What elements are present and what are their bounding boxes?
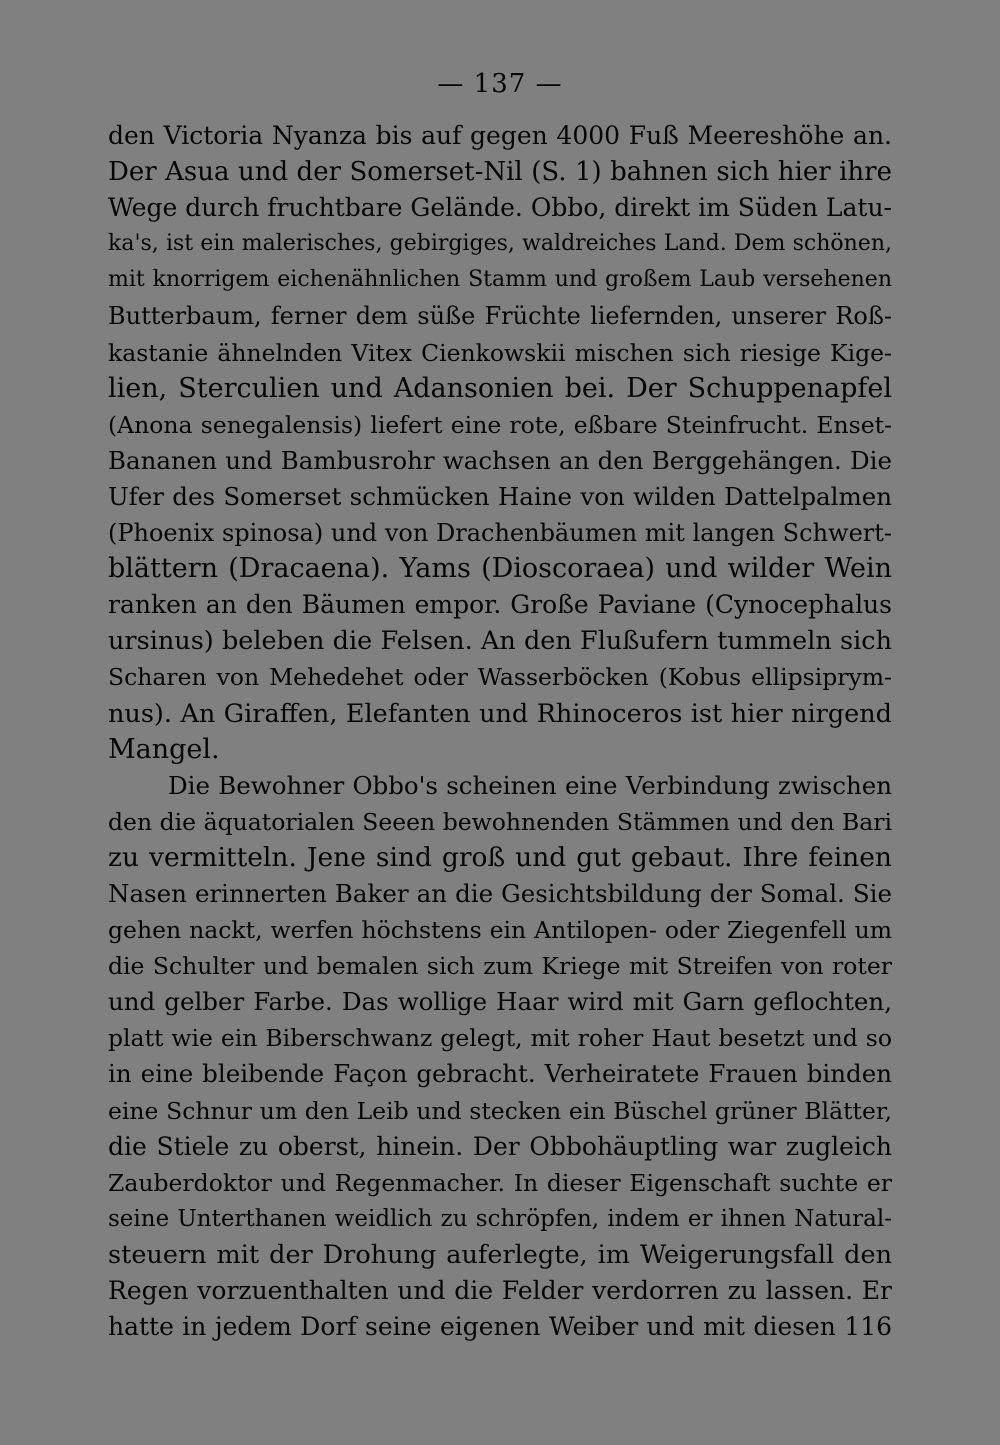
paragraph-end-line: Mangel.	[108, 733, 220, 765]
text-line: Zauberdoktor und Regenmacher. In dieser Eigenschaft suchte er	[108, 1168, 892, 1197]
text-line: kastanie ähnelnden Vitex Cienkowskii mischen sich riesige Kige-	[108, 338, 892, 367]
paragraph-start-line: Die Bewohner Obbo's scheinen eine Verbindung zwischen	[168, 770, 892, 800]
text-line: Regen vorzuenthalten und die Felder verdorren zu lassen. Er	[108, 1276, 892, 1305]
text-line: den die äquatorialen Seeen bewohnenden Stämmen und den Bari	[108, 807, 892, 836]
text-line: ranken an den Bäumen empor. Große Paviane (Cynocephalus	[108, 590, 892, 620]
text-line: lien, Sterculien und Adansonien bei. Der Schuppenapfel	[108, 372, 892, 404]
text-line: Ufer des Somerset schmücken Haine von wilden Dattelpalmen	[108, 481, 892, 511]
page-number: — 137 —	[437, 69, 563, 99]
text-line: den Victoria Nyanza bis auf gegen 4000 Fuß Meereshöhe an.	[108, 121, 892, 150]
text-line: in eine bleibende Façon gebracht. Verheiratete Frauen binden	[108, 1059, 892, 1089]
text-line: ka's, ist ein malerisches, gebirgiges, waldreiches Land. Dem schönen,	[108, 231, 892, 257]
text-line: Bananen und Bambusrohr wachsen an den Berggehängen. Die	[108, 445, 892, 475]
text-line: platt wie ein Biberschwanz gelegt, mit roher Haut besetzt und so	[108, 1024, 892, 1053]
text-line: eine Schnur um den Leib und stecken ein Büschel grüner Blätter,	[108, 1096, 892, 1125]
text-line: (Phoenix spinosa) und von Drachenbäumen mit langen Schwert-	[108, 519, 892, 548]
text-line: blättern (Dracaena). Yams (Dioscoraea) und wilder Wein	[108, 553, 892, 585]
text-line: die Schulter und bemalen sich zum Kriege mit Streifen von roter	[108, 952, 892, 981]
text-line: Wege durch fruchtbare Gelände. Obbo, direkt im Süden Latu-	[108, 193, 892, 223]
text-line: (Anona senegalensis) liefert eine rote, eßbare Steinfrucht. Enset-	[108, 410, 892, 439]
text-line: seine Unterthanen weidlich zu schröpfen, indem er ihnen Natural-	[108, 1205, 892, 1232]
text-line: Der Asua und der Somerset-Nil (S. 1) bahnen sich hier ihre	[108, 157, 892, 188]
text-line: nus). An Giraffen, Elefanten und Rhinoceros ist hier nirgend	[108, 698, 892, 729]
body-text	[108, 118, 892, 1345]
text-line: gehen nackt, werfen höchstens ein Antilopen- oder Ziegenfell um	[108, 916, 892, 945]
text-line: und gelber Farbe. Das wollige Haar wird mit Garn geflochten,	[108, 987, 892, 1017]
text-line: Nasen erinnerten Baker an die Gesichtsbildung der Somal. Sie	[108, 878, 892, 908]
text-line: zu vermitteln. Jene sind groß und gut gebaut. Ihre feinen	[108, 841, 892, 873]
text-line: ursinus) beleben die Felsen. An den Flußufern tummeln sich	[108, 626, 892, 657]
text-line: mit knorrigem eichenähnlichen Stamm und großem Laub versehenen	[108, 267, 892, 293]
text-line: Scharen von Mehedehet oder Wasserböcken (Kobus ellipsiprym-	[108, 663, 892, 692]
text-line: die Stiele zu oberst, hinein. Der Obbohäuptling war zugleich	[108, 1131, 892, 1161]
text-line: steuern mit der Drohung auferlegte, im Weigerungsfall den	[108, 1239, 892, 1270]
text-line: hatte in jedem Dorf seine eigenen Weiber und mit diesen 116	[108, 1312, 892, 1342]
text-line: Butterbaum, ferner dem süße Früchte liefernden, unserer Roß-	[108, 302, 892, 331]
